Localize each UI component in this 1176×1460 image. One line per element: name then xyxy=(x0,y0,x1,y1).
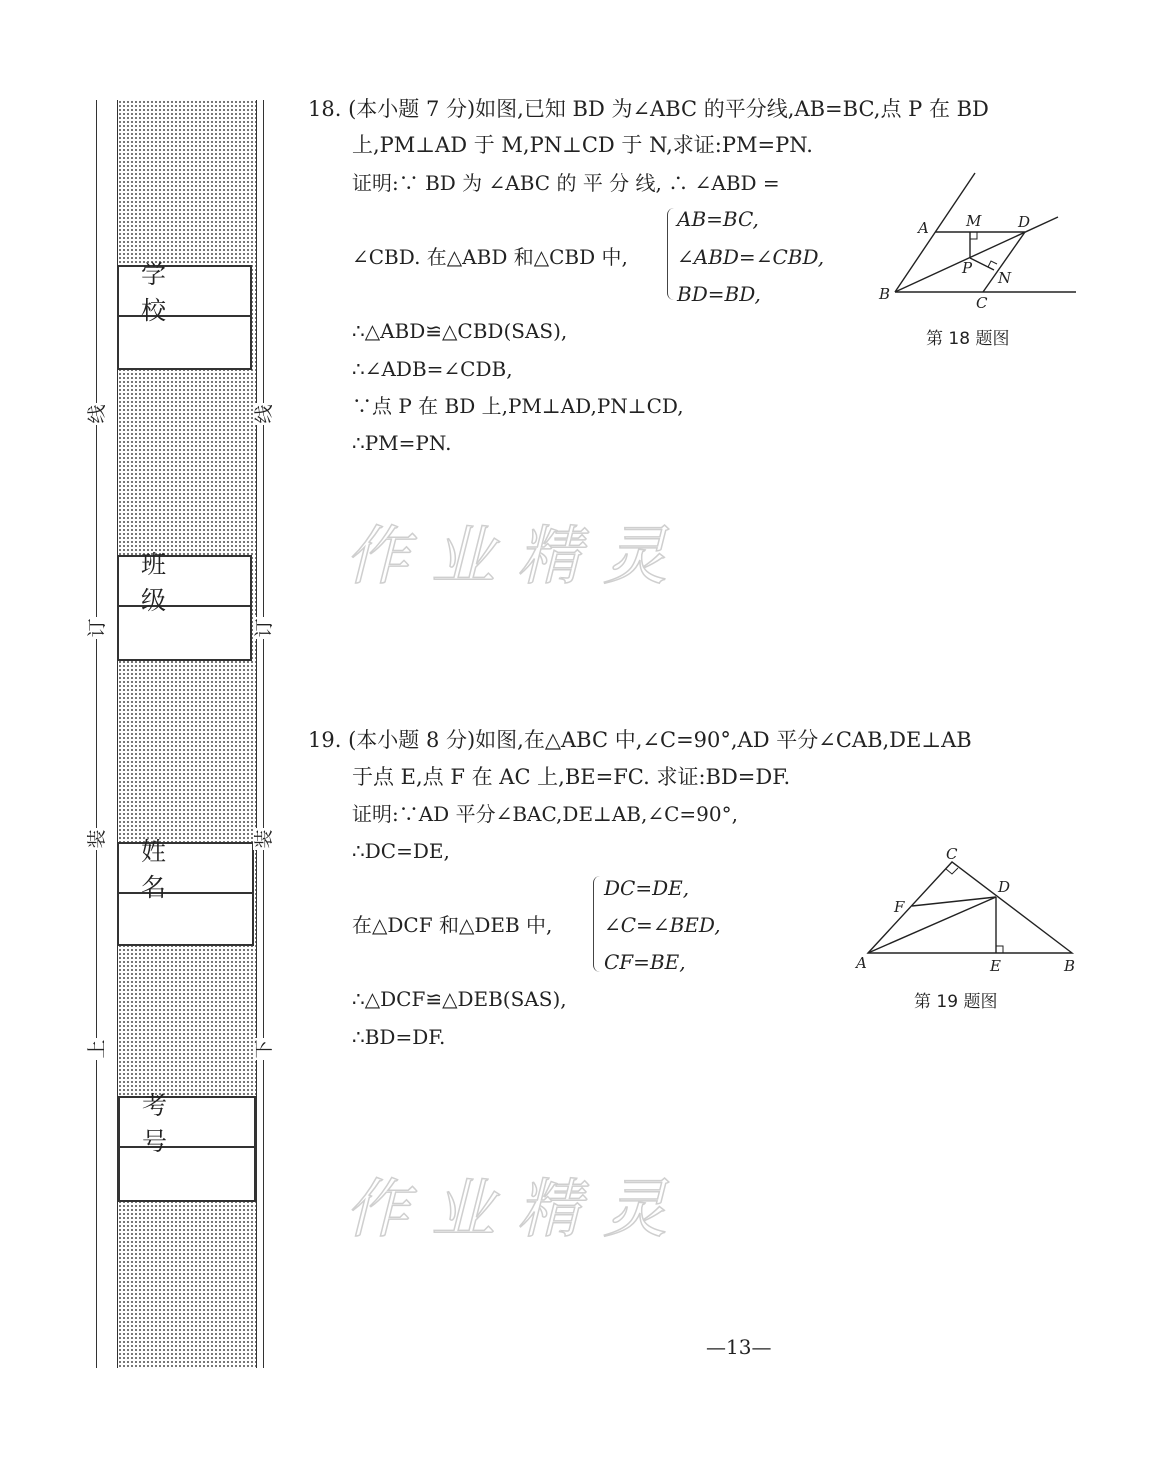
watermark-1: 作业精灵 xyxy=(345,520,689,594)
q18-step1: ∴△ABD≌△CBD(SAS), xyxy=(352,319,568,343)
page-number: —13— xyxy=(706,1335,772,1359)
q19-figure xyxy=(850,840,1080,980)
q19-title-line1: 19. (本小题 8 分)如图,在△ABC 中,∠C=90°,AD 平分∠CAB,DE⊥AB xyxy=(308,728,972,752)
q19-label-B: B xyxy=(1064,957,1076,975)
q18-step3: ∵点 P 在 BD 上,PM⊥AD,PN⊥CD, xyxy=(352,394,684,418)
q19-label-C: C xyxy=(946,845,958,863)
margin-char-zhuang-left: 装 xyxy=(86,829,108,849)
binding-outer-line-left xyxy=(96,100,97,1368)
q18-brace-line3: BD=BD, xyxy=(677,282,761,306)
q18-step2: ∴∠ADB=∠CDB, xyxy=(352,357,513,381)
q18-label-P: P xyxy=(962,259,973,277)
watermark-2: 作业精灵 xyxy=(345,1173,689,1247)
q18-proof-intro: 证明:∵ BD 为 ∠ABC 的 平 分 线, ∴ ∠ABD = xyxy=(352,171,780,195)
q19-label-F: F xyxy=(894,898,905,916)
q18-label-A: A xyxy=(918,219,929,237)
exam-number-box[interactable] xyxy=(118,1091,256,1202)
q19-label-D: D xyxy=(998,878,1011,896)
q19-brace-line3: CF=BE, xyxy=(604,950,686,974)
q19-step3: ∴BD=DF. xyxy=(352,1025,446,1049)
q18-title-line1: 18. (本小题 7 分)如图,已知 BD 为∠ABC 的平分线,AB=BC,点 P 在 BD xyxy=(308,97,989,121)
q18-figure-caption: 第 18 题图 xyxy=(926,329,1010,349)
margin-char-xian-left: 线 xyxy=(86,404,108,424)
q18-brace-line2: ∠ABD=∠CBD, xyxy=(677,245,825,269)
q19-figure-caption: 第 19 题图 xyxy=(914,992,998,1012)
q19-brace xyxy=(593,876,600,972)
q19-proof-intro: 证明:∵AD 平分∠BAC,DE⊥AB,∠C=90°, xyxy=(352,802,738,826)
q18-label-C: C xyxy=(976,294,988,312)
margin-char-xia: 下 xyxy=(253,1039,275,1059)
margin-char-xian-right: 线 xyxy=(253,404,275,424)
name-label: 姓 名 xyxy=(119,844,252,894)
q18-brace xyxy=(667,208,674,300)
q19-label-E: E xyxy=(990,957,1001,975)
q18-label-M: M xyxy=(966,212,982,230)
q19-step2: ∴△DCF≌△DEB(SAS), xyxy=(352,987,567,1011)
name-box[interactable] xyxy=(117,837,254,946)
class-label: 班 级 xyxy=(119,557,250,607)
exam-number-label: 考 号 xyxy=(120,1098,254,1148)
q19-step1: ∴DC=DE, xyxy=(352,839,450,863)
school-box[interactable] xyxy=(117,260,252,370)
q18-figure xyxy=(870,165,1080,315)
q18-title-line2: 上,PM⊥AD 于 M,PN⊥CD 于 N,求证:PM=PN. xyxy=(352,133,813,157)
margin-char-zhuang-right: 装 xyxy=(253,829,275,849)
q19-brace-line2: ∠C=∠BED, xyxy=(604,913,721,937)
q18-label-B: B xyxy=(879,285,891,303)
q18-proof-prefix: ∠CBD. 在△ABD 和△CBD 中, xyxy=(352,245,628,269)
binding-inner-line-right xyxy=(256,100,257,1368)
class-box[interactable] xyxy=(117,550,252,661)
margin-char-ding-left: 订 xyxy=(86,618,108,638)
margin-char-shang: 上 xyxy=(86,1039,108,1059)
q18-brace-line1: AB=BC, xyxy=(677,207,759,231)
q19-label-A: A xyxy=(856,954,867,972)
q19-title-line2: 于点 E,点 F 在 AC 上,BE=FC. 求证:BD=DF. xyxy=(352,765,791,789)
q18-label-N: N xyxy=(998,269,1012,287)
q19-brace-line1: DC=DE, xyxy=(604,876,690,900)
q18-step4: ∴PM=PN. xyxy=(352,431,452,455)
binding-outer-line-right xyxy=(263,100,264,1368)
margin-char-ding-right: 订 xyxy=(253,618,275,638)
q19-proof-prefix: 在△DCF 和△DEB 中, xyxy=(352,913,553,937)
school-label: 学 校 xyxy=(119,267,250,317)
q18-label-D: D xyxy=(1018,213,1031,231)
